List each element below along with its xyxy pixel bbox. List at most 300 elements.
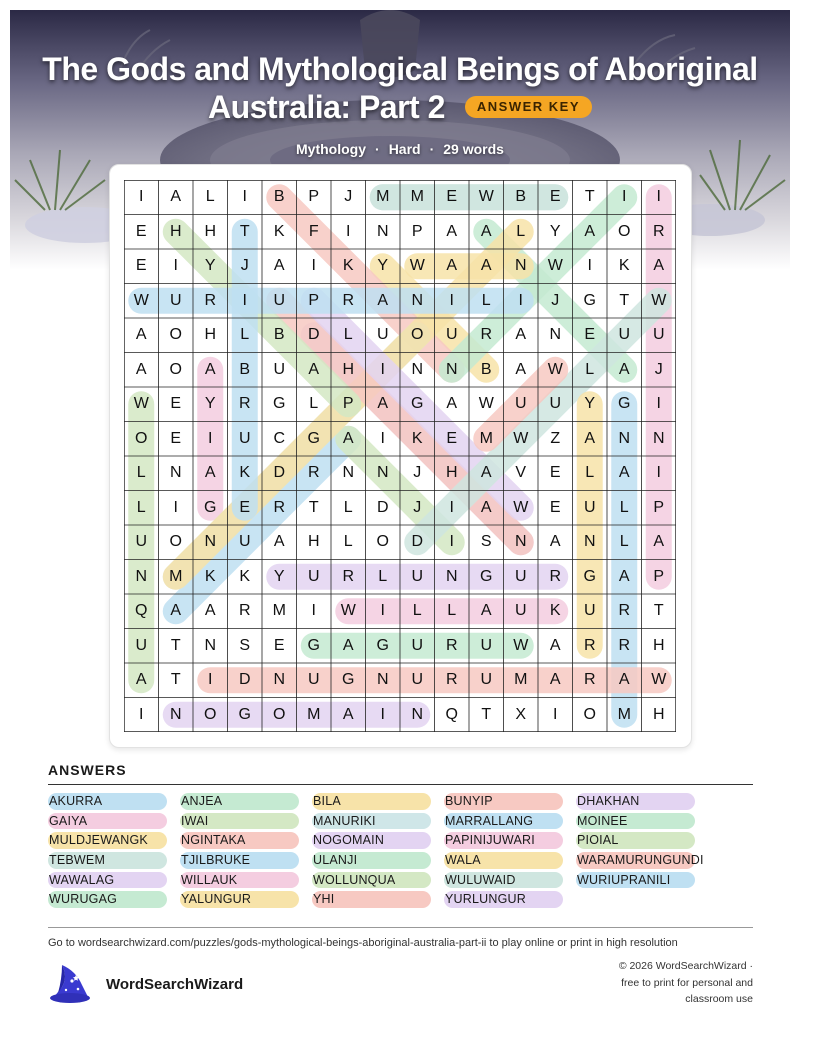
answers-divider [48,784,753,785]
grid-cell[interactable]: W [133,395,149,413]
grid-cell[interactable]: L [619,498,629,516]
grid-cell[interactable]: W [513,429,529,447]
grid-cell[interactable]: J [551,291,560,309]
grid-cell[interactable]: L [412,602,422,620]
grid-cell[interactable]: R [549,567,562,585]
grid-cell[interactable]: W [409,257,425,275]
grid-cell[interactable]: O [583,705,596,723]
grid-cell[interactable]: A [446,222,458,240]
grid-cell[interactable]: A [204,602,216,620]
grid-cell[interactable]: M [307,705,321,723]
grid-cell[interactable]: E [549,464,561,482]
grid-cell[interactable]: A [584,429,596,447]
grid-cell[interactable]: N [445,567,458,585]
grid-cell[interactable]: H [342,360,355,378]
grid-cell[interactable]: U [514,602,527,620]
grid-cell[interactable]: W [513,636,529,654]
grid-cell[interactable]: A [549,636,561,654]
grid-cell[interactable]: J [413,498,422,516]
grid-cell[interactable]: A [618,360,630,378]
grid-cell[interactable]: E [584,326,596,344]
grid-cell[interactable]: O [618,222,631,240]
grid-cell[interactable]: O [273,705,286,723]
grid-cell[interactable]: T [584,188,595,206]
grid-cell[interactable]: A [480,257,492,275]
grid-cell[interactable]: W [133,291,149,309]
grid-cell[interactable]: A [653,533,665,551]
grid-cell[interactable]: H [169,222,182,240]
grid-cell[interactable]: U [238,429,251,447]
grid-cell[interactable]: A [584,222,596,240]
grid-cell[interactable]: U [273,360,286,378]
grid-cell[interactable]: K [618,257,630,275]
grid-cell[interactable]: G [307,636,320,654]
grid-cell[interactable]: I [242,188,247,206]
grid-cell[interactable]: H [652,636,665,654]
grid-cell[interactable]: I [139,188,144,206]
grid-cell[interactable]: T [481,705,492,723]
grid-cell[interactable]: A [342,636,354,654]
answer-word: WILLAUK [180,872,299,889]
answer-word: WAWALAG [48,872,167,889]
grid-cell[interactable]: O [169,360,182,378]
grid-cell[interactable]: U [618,326,631,344]
grid-cell[interactable]: U [583,602,596,620]
answer-word: WURUGAG [48,891,167,908]
grid-cell[interactable]: I [208,429,213,447]
grid-cell[interactable]: I [173,498,178,516]
grid-cell[interactable]: B [515,188,527,206]
grid-cell[interactable]: N [169,705,182,723]
grid-cell[interactable]: L [136,464,146,482]
grid-cell[interactable]: A [480,222,492,240]
grid-cell[interactable]: U [411,567,424,585]
grid-cell[interactable]: I [656,395,661,413]
category-label: Mythology [296,141,367,157]
grid-cell[interactable]: E [135,257,147,275]
grid-cell[interactable]: L [585,360,595,378]
grid-cell[interactable]: O [204,705,217,723]
answer-word: ANJEA [180,793,299,810]
grid-cell[interactable]: P [308,188,320,206]
grid-cell[interactable]: U [583,498,596,516]
grid-cell[interactable]: L [343,533,353,551]
grid-cell[interactable]: N [445,360,458,378]
grid-cell[interactable]: I [346,222,351,240]
grid-cell[interactable]: R [238,602,251,620]
grid-cell[interactable]: R [583,671,596,689]
answer-word: WOLLUNQUA [312,872,431,889]
grid-cell[interactable]: T [170,636,181,654]
grid-cell[interactable]: A [342,429,354,447]
grid-cell[interactable]: U [376,326,389,344]
grid-cell[interactable]: E [446,429,458,447]
grid-cell[interactable]: R [445,671,458,689]
grid-cell[interactable]: U [652,326,665,344]
grid-cell[interactable]: A [480,464,492,482]
grid-cell[interactable]: N [652,429,665,447]
grid-cell[interactable]: M [514,671,528,689]
grid-cell[interactable]: N [204,533,217,551]
grid-cell[interactable]: J [344,188,353,206]
grid-cell[interactable]: K [239,567,251,585]
grid-cell[interactable]: G [238,705,251,723]
grid-cell[interactable]: K [342,257,354,275]
brand-name: WordSearchWizard [106,975,244,993]
brand[interactable] [48,962,308,1006]
grid-cell[interactable]: E [239,498,251,516]
grid-cell[interactable]: I [622,188,627,206]
answer-word: BILA [312,793,431,810]
grid-cell[interactable]: Q [135,602,148,620]
grid-cell[interactable]: X [515,705,527,723]
separator-dot: · [375,141,380,157]
answer-word: AKURRA [48,793,167,810]
title-text: The Gods and Mythological Beings of Aboriginal Australia: Part 2 [42,51,758,125]
grid-cell[interactable]: M [272,602,286,620]
grid-cell[interactable]: B [480,360,492,378]
grid-cell[interactable]: K [204,567,216,585]
grid-cell[interactable]: A [170,188,182,206]
grid-cell[interactable]: A [204,360,216,378]
grid-cell[interactable]: I [173,257,178,275]
answer-word: TJILBRUKE [180,852,299,869]
grid-cell[interactable]: U [411,671,424,689]
grid-cell[interactable]: P [342,395,354,413]
grid-cell[interactable]: D [376,498,389,516]
grid-cell[interactable]: L [378,567,388,585]
grid-cell[interactable]: A [549,671,561,689]
grid-cell[interactable]: N [583,533,596,551]
grid-cell[interactable]: U [514,567,527,585]
grid-cell[interactable]: G [411,395,424,413]
answer-word: NGINTAKA [180,832,299,849]
grid-cell[interactable]: A [377,291,389,309]
grid-cell[interactable]: B [239,360,251,378]
grid-cell[interactable]: Y [549,222,561,240]
difficulty-label: Hard [388,141,421,157]
grid-cell[interactable]: K [549,602,561,620]
grid-cell[interactable]: W [651,671,667,689]
grid-cell[interactable]: T [619,291,630,309]
grid-cell[interactable]: T [653,602,664,620]
grid-cell[interactable]: I [242,291,247,309]
grid-cell[interactable]: Y [204,257,216,275]
answer-word: TEBWEM [48,852,167,869]
grid-cell[interactable]: M [376,188,390,206]
copyright-line: classroom use [685,993,753,1005]
grid-cell[interactable]: I [208,671,213,689]
grid-cell[interactable]: E [170,395,182,413]
answer-word: YHI [312,891,431,908]
answer-word: WARAMURUNGUNDI [577,853,704,868]
footer-url-text: Go to wordsearchwizard.com/puzzles/gods-mythological-beings-aboriginal-australia-part-ii to play online or print in high resolution [48,937,678,949]
grid-cell[interactable]: A [135,326,147,344]
grid-cell[interactable]: L [136,498,146,516]
wizard-hat-icon [48,963,92,1005]
grid-cell[interactable]: I [587,257,592,275]
grid-cell[interactable]: O [135,429,148,447]
grid-cell[interactable]: W [478,395,494,413]
grid-cell[interactable]: I [553,705,558,723]
grid-cell[interactable]: I [139,705,144,723]
grid-cell[interactable]: I [518,291,523,309]
grid-cell[interactable]: R [618,602,631,620]
answer-word: PAPINIJUWARI [444,832,563,849]
grid-cell[interactable]: P [308,291,320,309]
grid-cell[interactable]: U [307,567,320,585]
grid-cell[interactable]: N [411,291,424,309]
grid-cell[interactable]: W [478,188,494,206]
grid-cell[interactable]: I [311,602,316,620]
grid-cell[interactable]: A [480,602,492,620]
grid-cell[interactable]: W [547,257,563,275]
grid-cell[interactable]: M [169,567,183,585]
grid-cell[interactable]: B [273,188,285,206]
grid-cell[interactable]: R [273,498,286,516]
grid-cell[interactable]: T [239,222,250,240]
grid-cell[interactable]: P [653,498,665,516]
grid-cell[interactable]: G [583,567,596,585]
grid-cell[interactable]: U [480,636,493,654]
grid-cell[interactable]: V [515,464,527,482]
grid-cell[interactable]: N [514,257,527,275]
grid-cell[interactable]: N [549,326,562,344]
grid-cell[interactable]: Y [584,395,596,413]
grid-cell[interactable]: A [618,464,630,482]
grid-cell[interactable]: U [135,533,148,551]
grid-cell[interactable]: H [445,464,458,482]
grid-cell[interactable]: I [656,188,661,206]
grid-cell[interactable]: Z [550,429,561,447]
grid-cell[interactable]: G [204,498,217,516]
answer-word: WALA [444,852,563,869]
grid-cell[interactable]: A [618,671,630,689]
grid-cell[interactable]: P [411,222,423,240]
grid-cell[interactable]: G [307,429,320,447]
grid-cell[interactable]: A [446,257,458,275]
grid-cell[interactable]: R [342,567,355,585]
grid-cell[interactable]: I [449,291,454,309]
grid-cell[interactable]: A [204,464,216,482]
grid-cell[interactable]: R [204,291,217,309]
grid-cell[interactable]: J [240,257,249,275]
answer-word: MULDJEWANGK [48,832,167,849]
grid-cell[interactable]: A [170,602,182,620]
grid-cell[interactable]: E [446,188,458,206]
grid-cell[interactable]: U [445,326,458,344]
answer-key-badge: ANSWER KEY [465,96,592,118]
grid-cell[interactable]: I [449,498,454,516]
grid-cell[interactable]: S [239,636,251,654]
grid-cell[interactable]: H [652,705,665,723]
grid-cell[interactable]: U [480,671,493,689]
answer-word [576,891,695,908]
grid-cell[interactable]: L [240,326,250,344]
grid-cell[interactable]: C [273,429,286,447]
grid-cell[interactable]: U [273,291,286,309]
answer-word: MOINEE [576,813,695,830]
grid-cell[interactable]: I [380,705,385,723]
grid-cell[interactable]: L [481,291,491,309]
grid-cell[interactable]: N [376,671,389,689]
grid-cell[interactable]: G [376,636,389,654]
grid-cell[interactable]: N [273,671,286,689]
grid-cell[interactable]: U [549,395,562,413]
grid-cell[interactable]: I [311,257,316,275]
answer-word: DHAKHAN [576,793,695,810]
answer-word: YALUNGUR [180,891,299,908]
grid-cell[interactable]: U [238,533,251,551]
grid-cell[interactable]: L [205,188,215,206]
grid-cell[interactable]: E [170,429,182,447]
grid-cell[interactable]: G [480,567,493,585]
grid-cell[interactable]: M [617,705,631,723]
grid-cell[interactable]: N [514,533,527,551]
separator-dot: · [429,141,435,157]
grid-cell[interactable]: N [204,636,217,654]
grid-cell[interactable]: T [308,498,319,516]
grid-cell[interactable]: G [583,291,596,309]
grid-cell[interactable]: R [480,326,493,344]
grid-cell[interactable]: O [169,533,182,551]
grid-cell[interactable]: A [515,360,527,378]
grid-cell[interactable]: R [238,395,251,413]
grid-cell[interactable]: W [651,291,667,309]
grid-cell[interactable]: U [411,636,424,654]
grid-cell[interactable]: R [307,464,320,482]
grid-cell[interactable]: I [656,464,661,482]
grid-cell[interactable]: J [413,464,422,482]
puzzle-meta [10,141,790,157]
grid-cell[interactable]: L [619,533,629,551]
grid-cell[interactable]: W [340,602,356,620]
grid-cell[interactable]: U [307,671,320,689]
grid-cell[interactable]: G [273,395,286,413]
grid-cell[interactable]: L [309,395,319,413]
grid-cell[interactable]: I [380,429,385,447]
grid-cell[interactable]: I [380,360,385,378]
answers-heading: ANSWERS [48,762,127,778]
answer-word: PIOIAL [576,832,695,849]
grid-cell[interactable]: O [411,326,424,344]
word-count-label: 29 words [443,141,504,157]
answer-word: MANURIKI [312,813,431,830]
grid-cell[interactable]: L [447,602,457,620]
grid-cell[interactable]: R [583,636,596,654]
grid-cell[interactable]: K [411,429,423,447]
grid-cell[interactable]: J [654,360,663,378]
grid-cell[interactable]: E [273,636,285,654]
grid-cell[interactable]: A [342,705,354,723]
grid-cell[interactable]: P [653,567,665,585]
copyright-text [573,958,753,1008]
grid-cell[interactable]: A [549,533,561,551]
grid-cell[interactable]: U [514,395,527,413]
grid-cell[interactable]: D [411,533,424,551]
grid-cell[interactable]: I [449,533,454,551]
grid-cell[interactable]: R [652,222,665,240]
grid-cell[interactable]: N [135,567,148,585]
grid-cell[interactable]: Q [445,705,458,723]
grid-cell[interactable]: A [515,326,527,344]
grid-cell[interactable]: A [273,533,285,551]
grid-cell[interactable]: N [376,222,389,240]
grid-cell[interactable]: S [480,533,492,551]
grid-cell[interactable]: A [135,671,147,689]
grid-cell[interactable]: N [169,464,182,482]
grid-cell[interactable]: R [342,291,355,309]
grid-cell[interactable]: A [480,498,492,516]
grid-cell[interactable]: N [411,705,424,723]
grid-cell[interactable]: L [343,498,353,516]
grid-cell[interactable]: E [549,188,561,206]
grid-cell[interactable]: I [380,602,385,620]
grid-cell[interactable]: Y [377,257,389,275]
grid-cell[interactable]: E [135,222,147,240]
answer-word: MARRALLANG [444,813,563,830]
grid-cell[interactable]: K [239,464,251,482]
grid-letters [124,180,676,732]
grid-cell[interactable]: H [307,533,320,551]
grid-cell[interactable]: A [377,395,389,413]
grid-cell[interactable]: L [516,222,526,240]
grid-cell[interactable]: L [585,464,595,482]
grid-cell[interactable]: D [273,464,286,482]
grid-cell[interactable]: O [169,326,182,344]
grid-cell[interactable]: R [618,636,631,654]
grid-cell[interactable]: B [273,326,285,344]
grid-cell[interactable]: L [343,326,353,344]
grid-cell[interactable]: Y [204,395,216,413]
grid-cell[interactable]: U [169,291,182,309]
grid-cell[interactable]: G [618,395,631,413]
grid-cell[interactable]: M [410,188,424,206]
grid-cell[interactable]: O [376,533,389,551]
grid-cell[interactable]: F [308,222,319,240]
puzzle-title [10,50,790,126]
grid-cell[interactable]: U [135,636,148,654]
grid-cell[interactable]: N [411,360,424,378]
grid-cell[interactable]: W [513,498,529,516]
grid-cell[interactable]: Y [273,567,285,585]
grid-cell[interactable]: M [479,429,493,447]
grid-cell[interactable]: T [170,671,181,689]
grid-cell[interactable]: E [549,498,561,516]
grid-cell[interactable]: H [204,326,217,344]
grid-cell[interactable]: D [238,671,251,689]
copyright-line: © 2026 WordSearchWizard · [618,960,753,972]
grid-cell[interactable]: H [204,222,217,240]
grid-cell[interactable]: N [376,464,389,482]
answer-word: YURLUNGUR [444,891,563,908]
grid-cell[interactable]: D [307,326,320,344]
grid-cell[interactable]: K [273,222,285,240]
grid-cell[interactable]: G [342,671,355,689]
grid-cell[interactable]: W [547,360,563,378]
grid-cell[interactable]: A [308,360,320,378]
grid-cell[interactable]: N [618,429,631,447]
grid-cell[interactable]: R [445,636,458,654]
grid-cell[interactable]: A [618,567,630,585]
grid-cell[interactable]: A [653,257,665,275]
grid-cell[interactable]: N [342,464,355,482]
grid-cell[interactable]: A [273,257,285,275]
answer-word: ULANJI [312,852,431,869]
grid-cell[interactable]: A [446,395,458,413]
answers-list [48,793,753,908]
grid-cell[interactable]: A [135,360,147,378]
